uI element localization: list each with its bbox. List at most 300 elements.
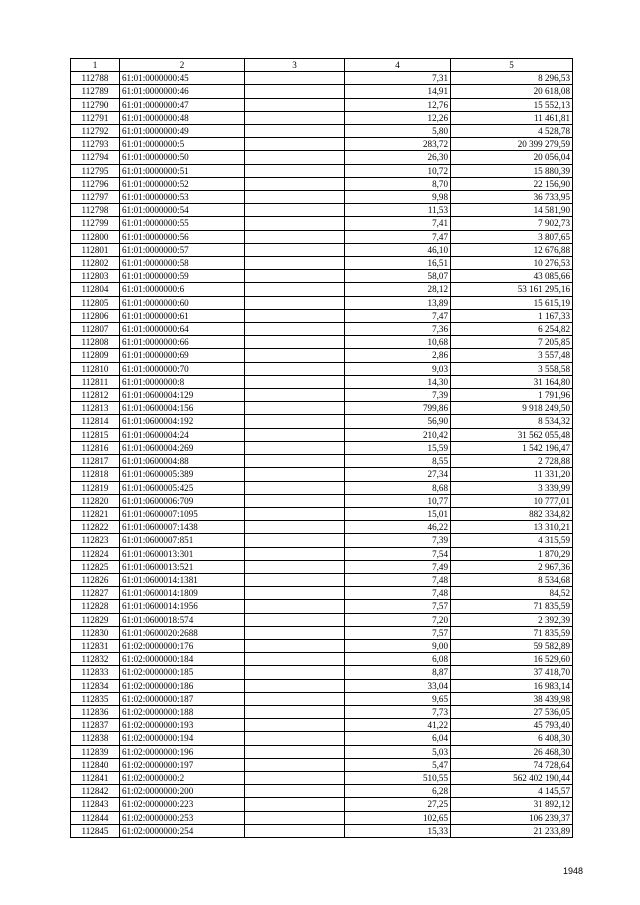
cadastral-number-cell: 61:02:0000000:200 (120, 785, 245, 798)
table-row (71, 323, 573, 336)
empty-cell (245, 455, 345, 468)
area-cell: 27,34 (345, 468, 451, 481)
area-cell: 7,39 (345, 534, 451, 547)
empty-cell (245, 164, 345, 177)
cadastral-number-cell: 61:02:0000000:186 (120, 679, 245, 692)
row-number-cell: 112844 (71, 811, 120, 824)
table-row (71, 257, 573, 270)
cadastral-number-cell: 61:01:0600013:521 (120, 560, 245, 573)
row-number-cell: 112815 (71, 428, 120, 441)
empty-cell (245, 468, 345, 481)
area-cell: 9,03 (345, 362, 451, 375)
cadastral-number-cell: 61:01:0600005:389 (120, 468, 245, 481)
area-cell: 210,42 (345, 428, 451, 441)
table-row (71, 362, 573, 375)
area-cell: 26,30 (345, 151, 451, 164)
row-number-cell: 112810 (71, 362, 120, 375)
row-number-cell: 112818 (71, 468, 120, 481)
empty-cell (245, 600, 345, 613)
empty-cell (245, 204, 345, 217)
empty-cell (245, 389, 345, 402)
value-cell: 8 296,53 (451, 72, 573, 85)
area-cell: 5,80 (345, 125, 451, 138)
area-cell: 5,47 (345, 758, 451, 771)
cadastral-number-cell: 61:01:0000000:57 (120, 243, 245, 256)
row-number-cell: 112822 (71, 521, 120, 534)
table-row (71, 230, 573, 243)
cadastral-number-cell: 61:01:0000000:52 (120, 177, 245, 190)
cadastral-number-cell: 61:01:0000000:55 (120, 217, 245, 230)
value-cell: 71 835,59 (451, 600, 573, 613)
value-cell: 15 615,19 (451, 296, 573, 309)
area-cell: 6,04 (345, 732, 451, 745)
row-number-cell: 112788 (71, 72, 120, 85)
empty-cell (245, 587, 345, 600)
value-cell: 74 728,64 (451, 758, 573, 771)
value-cell: 6 254,82 (451, 323, 573, 336)
row-number-cell: 112807 (71, 323, 120, 336)
value-cell: 15 552,13 (451, 98, 573, 111)
cadastral-number-cell: 61:02:0000000:197 (120, 758, 245, 771)
row-number-cell: 112799 (71, 217, 120, 230)
row-number-cell: 112842 (71, 785, 120, 798)
area-cell: 41,22 (345, 719, 451, 732)
table-row (71, 349, 573, 362)
value-cell: 16 529,60 (451, 653, 573, 666)
row-number-cell: 112804 (71, 283, 120, 296)
cadastral-number-cell: 61:01:0000000:58 (120, 257, 245, 270)
cadastral-number-cell: 61:01:0000000:51 (120, 164, 245, 177)
column-header-1: 1 (71, 59, 120, 72)
area-cell: 7,39 (345, 389, 451, 402)
row-number-cell: 112817 (71, 455, 120, 468)
row-number-cell: 112838 (71, 732, 120, 745)
table-row (71, 481, 573, 494)
area-cell: 8,70 (345, 177, 451, 190)
empty-cell (245, 257, 345, 270)
empty-cell (245, 191, 345, 204)
value-cell: 20 056,04 (451, 151, 573, 164)
empty-cell (245, 428, 345, 441)
area-cell: 33,04 (345, 679, 451, 692)
cadastral-number-cell: 61:01:0000000:61 (120, 309, 245, 322)
value-cell: 37 418,70 (451, 666, 573, 679)
row-number-cell: 112798 (71, 204, 120, 217)
empty-cell (245, 521, 345, 534)
row-number-cell: 112791 (71, 111, 120, 124)
cadastral-number-cell: 61:02:0000000:176 (120, 639, 245, 652)
table-row (71, 428, 573, 441)
area-cell: 10,68 (345, 336, 451, 349)
area-cell: 46,22 (345, 521, 451, 534)
area-cell: 15,59 (345, 441, 451, 454)
empty-cell (245, 362, 345, 375)
area-cell: 8,87 (345, 666, 451, 679)
area-cell: 7,47 (345, 309, 451, 322)
cadastral-number-cell: 61:02:0000000:193 (120, 719, 245, 732)
table-row (71, 389, 573, 402)
cadastral-number-cell: 61:02:0000000:185 (120, 666, 245, 679)
area-cell: 10,72 (345, 164, 451, 177)
table-row (71, 547, 573, 560)
area-cell: 14,30 (345, 375, 451, 388)
empty-cell (245, 626, 345, 639)
cadastral-number-cell: 61:01:0000000:53 (120, 191, 245, 204)
table-row (71, 375, 573, 388)
table-row (71, 653, 573, 666)
row-number-cell: 112835 (71, 692, 120, 705)
cadastral-number-cell: 61:01:0600007:851 (120, 534, 245, 547)
table-row (71, 811, 573, 824)
empty-cell (245, 323, 345, 336)
row-number-cell: 112830 (71, 626, 120, 639)
area-cell: 2,86 (345, 349, 451, 362)
empty-cell (245, 560, 345, 573)
area-cell: 13,89 (345, 296, 451, 309)
cadastral-number-cell: 61:01:0000000:47 (120, 98, 245, 111)
table-row (71, 455, 573, 468)
cadastral-number-cell: 61:01:0600004:129 (120, 389, 245, 402)
empty-cell (245, 402, 345, 415)
table-row (71, 613, 573, 626)
row-number-cell: 112843 (71, 798, 120, 811)
table-row (71, 85, 573, 98)
row-number-cell: 112825 (71, 560, 120, 573)
row-number-cell: 112801 (71, 243, 120, 256)
area-cell: 7,48 (345, 573, 451, 586)
cadastral-number-cell: 61:02:0000000:196 (120, 745, 245, 758)
row-number-cell: 112814 (71, 415, 120, 428)
table-row (71, 191, 573, 204)
empty-cell (245, 85, 345, 98)
cadastral-number-cell: 61:01:0000000:70 (120, 362, 245, 375)
cadastral-number-cell: 61:02:0000000:194 (120, 732, 245, 745)
row-number-cell: 112789 (71, 85, 120, 98)
value-cell: 31 562 055,48 (451, 428, 573, 441)
row-number-cell: 112841 (71, 771, 120, 784)
table-row (71, 798, 573, 811)
value-cell: 22 156,90 (451, 177, 573, 190)
table-row (71, 111, 573, 124)
area-cell: 16,51 (345, 257, 451, 270)
row-number-cell: 112845 (71, 824, 120, 837)
row-number-cell: 112816 (71, 441, 120, 454)
cadastral-number-cell: 61:01:0000000:49 (120, 125, 245, 138)
table-row (71, 309, 573, 322)
value-cell: 106 239,37 (451, 811, 573, 824)
area-cell: 15,01 (345, 507, 451, 520)
empty-cell (245, 177, 345, 190)
value-cell: 3 339,99 (451, 481, 573, 494)
area-cell: 7,54 (345, 547, 451, 560)
value-cell: 3 558,58 (451, 362, 573, 375)
cadastral-number-cell: 61:01:0600014:1381 (120, 573, 245, 586)
value-cell: 13 310,21 (451, 521, 573, 534)
value-cell: 1 870,29 (451, 547, 573, 560)
table-row (71, 494, 573, 507)
row-number-cell: 112809 (71, 349, 120, 362)
empty-cell (245, 336, 345, 349)
cadastral-number-cell: 61:01:0600006:709 (120, 494, 245, 507)
cadastral-number-cell: 61:01:0600004:269 (120, 441, 245, 454)
row-number-cell: 112808 (71, 336, 120, 349)
cadastral-number-cell: 61:02:0000000:187 (120, 692, 245, 705)
cadastral-number-cell: 61:01:0000000:8 (120, 375, 245, 388)
table-row (71, 534, 573, 547)
table-row (71, 824, 573, 837)
table-row (71, 164, 573, 177)
empty-cell (245, 639, 345, 652)
area-cell: 11,53 (345, 204, 451, 217)
cadastral-number-cell: 61:01:0000000:66 (120, 336, 245, 349)
area-cell: 7,36 (345, 323, 451, 336)
row-number-cell: 112828 (71, 600, 120, 613)
value-cell: 6 408,30 (451, 732, 573, 745)
row-number-cell: 112829 (71, 613, 120, 626)
area-cell: 7,57 (345, 600, 451, 613)
row-number-cell: 112793 (71, 138, 120, 151)
empty-cell (245, 745, 345, 758)
value-cell: 59 582,89 (451, 639, 573, 652)
data-table (70, 58, 573, 838)
column-header-5: 5 (451, 59, 573, 72)
value-cell: 4 315,59 (451, 534, 573, 547)
table-row (71, 177, 573, 190)
area-cell: 7,48 (345, 587, 451, 600)
empty-cell (245, 72, 345, 85)
area-cell: 14,91 (345, 85, 451, 98)
empty-cell (245, 494, 345, 507)
area-cell: 28,12 (345, 283, 451, 296)
cadastral-number-cell: 61:02:0000000:2 (120, 771, 245, 784)
cadastral-number-cell: 61:02:0000000:223 (120, 798, 245, 811)
column-header-3: 3 (245, 59, 345, 72)
row-number-cell: 112797 (71, 191, 120, 204)
value-cell: 1 542 196,47 (451, 441, 573, 454)
page-number: 1948 (562, 866, 583, 876)
table-row (71, 468, 573, 481)
table-row (71, 204, 573, 217)
value-cell: 1 167,33 (451, 309, 573, 322)
value-cell: 15 880,39 (451, 164, 573, 177)
row-number-cell: 112805 (71, 296, 120, 309)
value-cell: 20 618,08 (451, 85, 573, 98)
empty-cell (245, 151, 345, 164)
cadastral-number-cell: 61:01:0000000:5 (120, 138, 245, 151)
cadastral-number-cell: 61:01:0600020:2688 (120, 626, 245, 639)
empty-cell (245, 705, 345, 718)
column-header-2: 2 (120, 59, 245, 72)
row-number-cell: 112839 (71, 745, 120, 758)
area-cell: 58,07 (345, 270, 451, 283)
table-row (71, 270, 573, 283)
table-body (71, 72, 573, 838)
table-row (71, 732, 573, 745)
value-cell: 11 461,81 (451, 111, 573, 124)
row-number-cell: 112813 (71, 402, 120, 415)
empty-cell (245, 349, 345, 362)
value-cell: 38 439,98 (451, 692, 573, 705)
area-cell: 283,72 (345, 138, 451, 151)
table-row (71, 600, 573, 613)
cadastral-number-cell: 61:01:0000000:60 (120, 296, 245, 309)
cadastral-number-cell: 61:01:0600004:24 (120, 428, 245, 441)
value-cell: 882 334,82 (451, 507, 573, 520)
area-cell: 9,65 (345, 692, 451, 705)
row-number-cell: 112832 (71, 653, 120, 666)
table-row (71, 441, 573, 454)
empty-cell (245, 679, 345, 692)
area-cell: 6,08 (345, 653, 451, 666)
value-cell: 26 468,30 (451, 745, 573, 758)
value-cell: 27 536,05 (451, 705, 573, 718)
row-number-cell: 112821 (71, 507, 120, 520)
area-cell: 56,90 (345, 415, 451, 428)
row-number-cell: 112819 (71, 481, 120, 494)
cadastral-number-cell: 61:02:0000000:253 (120, 811, 245, 824)
area-cell: 27,25 (345, 798, 451, 811)
cadastral-number-cell: 61:01:0600004:88 (120, 455, 245, 468)
empty-cell (245, 309, 345, 322)
value-cell: 36 733,95 (451, 191, 573, 204)
table-row (71, 639, 573, 652)
table-row (71, 243, 573, 256)
table-header (71, 59, 573, 72)
table-row (71, 507, 573, 520)
row-number-cell: 112833 (71, 666, 120, 679)
cadastral-number-cell: 61:01:0000000:48 (120, 111, 245, 124)
row-number-cell: 112790 (71, 98, 120, 111)
empty-cell (245, 653, 345, 666)
cadastral-number-cell: 61:01:0600013:301 (120, 547, 245, 560)
empty-cell (245, 441, 345, 454)
empty-cell (245, 719, 345, 732)
table-row (71, 771, 573, 784)
empty-cell (245, 785, 345, 798)
empty-cell (245, 758, 345, 771)
row-number-cell: 112834 (71, 679, 120, 692)
table-row (71, 296, 573, 309)
table-row (71, 705, 573, 718)
value-cell: 4 145,57 (451, 785, 573, 798)
value-cell: 10 777,01 (451, 494, 573, 507)
area-cell: 9,98 (345, 191, 451, 204)
value-cell: 45 793,40 (451, 719, 573, 732)
value-cell: 53 161 295,16 (451, 283, 573, 296)
cadastral-number-cell: 61:01:0000000:69 (120, 349, 245, 362)
value-cell: 14 581,90 (451, 204, 573, 217)
value-cell: 8 534,32 (451, 415, 573, 428)
empty-cell (245, 771, 345, 784)
cadastral-number-cell: 61:01:0600005:425 (120, 481, 245, 494)
value-cell: 11 331,20 (451, 468, 573, 481)
cadastral-number-cell: 61:01:0600007:1438 (120, 521, 245, 534)
value-cell: 21 233,89 (451, 824, 573, 837)
empty-cell (245, 125, 345, 138)
row-number-cell: 112827 (71, 587, 120, 600)
cadastral-number-cell: 61:01:0600004:192 (120, 415, 245, 428)
value-cell: 3 557,48 (451, 349, 573, 362)
empty-cell (245, 243, 345, 256)
table-row (71, 745, 573, 758)
cadastral-number-cell: 61:01:0000000:59 (120, 270, 245, 283)
table-row (71, 151, 573, 164)
cadastral-number-cell: 61:02:0000000:184 (120, 653, 245, 666)
area-cell: 7,49 (345, 560, 451, 573)
value-cell: 84,52 (451, 587, 573, 600)
empty-cell (245, 811, 345, 824)
row-number-cell: 112806 (71, 309, 120, 322)
area-cell: 12,26 (345, 111, 451, 124)
area-cell: 7,41 (345, 217, 451, 230)
row-number-cell: 112836 (71, 705, 120, 718)
row-number-cell: 112794 (71, 151, 120, 164)
table-row (71, 560, 573, 573)
value-cell: 2 728,88 (451, 455, 573, 468)
cadastral-number-cell: 61:01:0000000:56 (120, 230, 245, 243)
cadastral-number-cell: 61:01:0000000:54 (120, 204, 245, 217)
empty-cell (245, 547, 345, 560)
empty-cell (245, 270, 345, 283)
row-number-cell: 112824 (71, 547, 120, 560)
table-row (71, 692, 573, 705)
value-cell: 2 967,36 (451, 560, 573, 573)
value-cell: 7 902,73 (451, 217, 573, 230)
row-number-cell: 112823 (71, 534, 120, 547)
empty-cell (245, 111, 345, 124)
cadastral-number-cell: 61:01:0000000:45 (120, 72, 245, 85)
row-number-cell: 112820 (71, 494, 120, 507)
empty-cell (245, 613, 345, 626)
area-cell: 7,73 (345, 705, 451, 718)
empty-cell (245, 138, 345, 151)
table-row (71, 587, 573, 600)
empty-cell (245, 481, 345, 494)
empty-cell (245, 98, 345, 111)
row-number-cell: 112826 (71, 573, 120, 586)
column-header-4: 4 (345, 59, 451, 72)
table-row (71, 415, 573, 428)
cadastral-number-cell: 61:01:0600014:1809 (120, 587, 245, 600)
area-cell: 12,76 (345, 98, 451, 111)
empty-cell (245, 283, 345, 296)
area-cell: 7,31 (345, 72, 451, 85)
row-number-cell: 112803 (71, 270, 120, 283)
empty-cell (245, 534, 345, 547)
area-cell: 9,00 (345, 639, 451, 652)
area-cell: 7,20 (345, 613, 451, 626)
row-number-cell: 112800 (71, 230, 120, 243)
value-cell: 10 276,53 (451, 257, 573, 270)
area-cell: 7,57 (345, 626, 451, 639)
area-cell: 15,33 (345, 824, 451, 837)
area-cell: 799,86 (345, 402, 451, 415)
area-cell: 510,55 (345, 771, 451, 784)
row-number-cell: 112837 (71, 719, 120, 732)
value-cell: 31 164,80 (451, 375, 573, 388)
cadastral-number-cell: 61:01:0000000:46 (120, 85, 245, 98)
table-row (71, 283, 573, 296)
table-row (71, 666, 573, 679)
cadastral-number-cell: 61:02:0000000:254 (120, 824, 245, 837)
empty-cell (245, 375, 345, 388)
area-cell: 10,77 (345, 494, 451, 507)
row-number-cell: 112802 (71, 257, 120, 270)
area-cell: 7,47 (345, 230, 451, 243)
value-cell: 43 085,66 (451, 270, 573, 283)
row-number-cell: 112795 (71, 164, 120, 177)
row-number-cell: 112792 (71, 125, 120, 138)
